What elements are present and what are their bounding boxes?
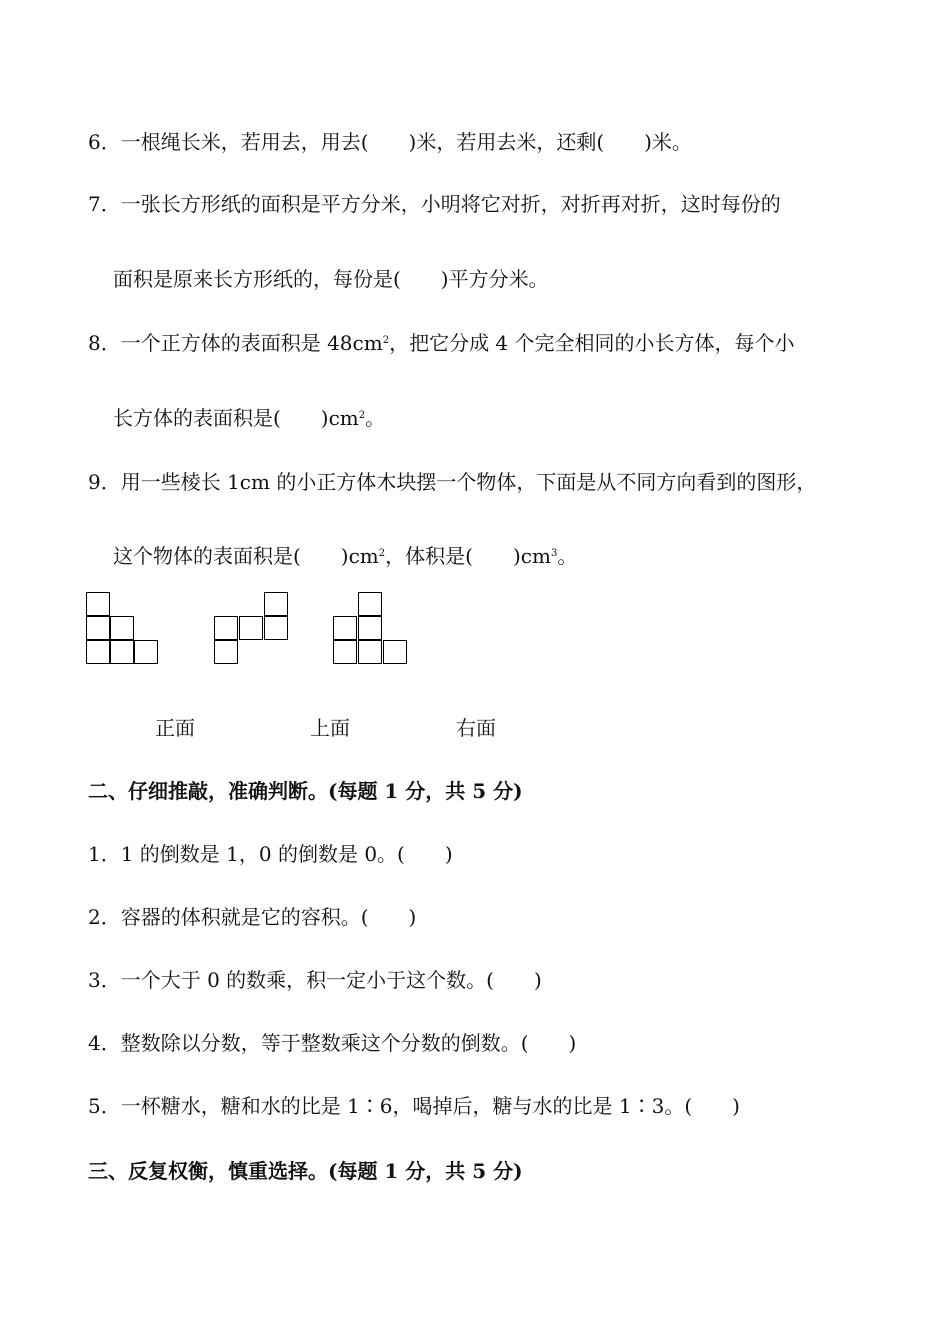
question-9-line-2 xyxy=(113,542,577,570)
judgement-question-4: 4．整数除以分数，等于整数乘这个分数的倒数。( ) xyxy=(88,1031,577,1055)
q9-text-c: 。 xyxy=(557,544,578,568)
q8-superscript-a: 2 xyxy=(382,335,390,346)
right-view-cell xyxy=(358,592,382,616)
front-view-cell xyxy=(110,616,134,640)
q9-text-b: ，体积是( )cm xyxy=(385,544,551,568)
top-view-cell xyxy=(239,616,263,640)
front-view-cell xyxy=(86,640,110,664)
right-view-label: 右面 xyxy=(456,716,496,740)
q9-superscript-volume: 3 xyxy=(550,548,558,559)
judgement-question-1: 1．1 的倒数是 1，0 的倒数是 0。( ) xyxy=(88,842,453,866)
section-3-title: 三、反复权衡，慎重选择。(每题 1 分，共 5 分) xyxy=(88,1159,523,1183)
top-view-cell xyxy=(264,592,288,616)
q8-text-d: 。 xyxy=(365,406,386,430)
question-7-line-2: 面积是原来长方形纸的，每份是( )平方分米。 xyxy=(113,267,549,291)
question-8-line-2 xyxy=(113,404,385,432)
section-2-title: 二、仔细推敲，准确判断。(每题 1 分，共 5 分) xyxy=(88,779,523,803)
right-view-cell xyxy=(358,616,382,640)
top-view-label: 上面 xyxy=(310,716,350,740)
front-view-cell xyxy=(110,640,134,664)
q8-superscript-b: 2 xyxy=(358,410,366,421)
front-view-cell xyxy=(86,592,110,616)
right-view-cell xyxy=(358,640,382,664)
front-view-label: 正面 xyxy=(155,716,195,740)
judgement-question-5: 5．一杯糖水，糖和水的比是 1∶6，喝掉后，糖与水的比是 1∶3。( ) xyxy=(88,1094,740,1118)
judgement-question-3: 3．一个大于 0 的数乘，积一定小于这个数。( ) xyxy=(88,968,542,992)
q8-text-b: ，把它分成 4 个完全相同的小长方体，每个小 xyxy=(389,331,795,355)
question-6: 6．一根绳长米，若用去，用去( )米，若用去米，还剩( )米。 xyxy=(88,130,692,154)
right-view-cell xyxy=(333,640,357,664)
question-8-line-1 xyxy=(88,329,795,357)
top-view-cell xyxy=(264,616,288,640)
front-view-cell xyxy=(134,640,158,664)
front-view-cell xyxy=(86,616,110,640)
judgement-question-2: 2．容器的体积就是它的容积。( ) xyxy=(88,905,417,929)
right-view-cell xyxy=(333,616,357,640)
q9-text-a: 这个物体的表面积是( )cm xyxy=(113,544,379,568)
q8-text-a: 8．一个正方体的表面积是 48cm xyxy=(88,331,383,355)
question-9-line-1: 9．用一些棱长 1cm 的小正方体木块摆一个物体，下面是从不同方向看到的图形， xyxy=(88,470,817,494)
top-view-cell xyxy=(214,616,238,640)
q9-superscript-area: 2 xyxy=(378,548,386,559)
right-view-cell xyxy=(383,640,407,664)
question-7-line-1: 7．一张长方形纸的面积是平方分米，小明将它对折，对折再对折，这时每份的 xyxy=(88,192,781,216)
top-view-cell xyxy=(214,640,238,664)
q8-text-c: 长方体的表面积是( )cm xyxy=(113,406,359,430)
